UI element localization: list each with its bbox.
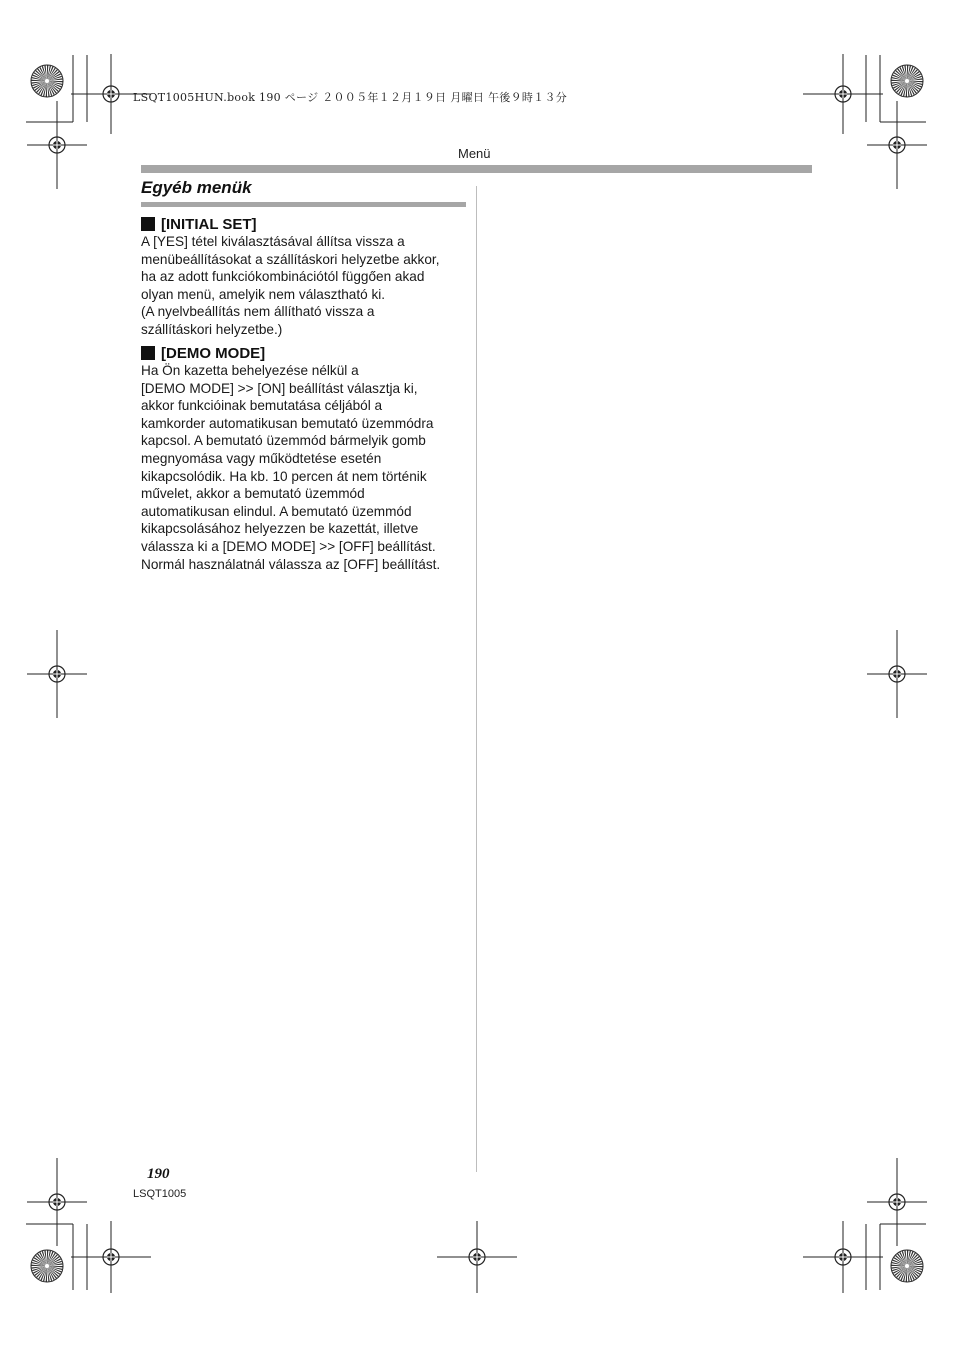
body-line: menübeállításokat a szállításkori helyzetbe akkor, <box>141 251 440 267</box>
color-registration-starburst-icon <box>891 65 923 97</box>
body-line: kamkorder automatikusan bemutató üzemmódra <box>141 415 434 431</box>
registration-crosshair-icon <box>437 1221 517 1293</box>
registration-crosshair-icon <box>27 101 87 189</box>
registration-crosshair-icon <box>803 1221 883 1293</box>
color-registration-starburst-icon <box>31 65 63 97</box>
top-rule <box>141 165 812 173</box>
registration-crosshair-icon <box>867 630 927 718</box>
body-line: művelet, akkor a bemutató üzemmód <box>141 486 365 502</box>
registration-crosshair-icon <box>867 1158 927 1246</box>
demo-mode-heading-text: [DEMO MODE] <box>161 344 266 362</box>
body-line: ha az adott funkciókombinációtól függően akad <box>141 269 425 285</box>
body-line: (A nyelvbeállítás nem állítható vissza a <box>141 304 375 320</box>
body-line: kikapcsolódik. Ha kb. 10 percen át nem történik <box>141 468 427 484</box>
section-rule <box>141 202 466 207</box>
body-line: kikapcsolásához helyezzen be kazettát, illetve <box>141 521 419 537</box>
section-title: Egyéb menük <box>141 178 252 197</box>
doc-code: LSQT1005 <box>133 1188 187 1200</box>
body-line: A [YES] tétel kiválasztásával állítsa vissza a <box>141 234 405 249</box>
registration-crosshair-icon <box>27 630 87 718</box>
demo-mode-heading <box>141 344 471 362</box>
registration-crosshair-icon <box>867 101 927 189</box>
body-line: [DEMO MODE] >> [ON] beállítást választja ki, <box>141 380 418 396</box>
initial-set-heading-text: [INITIAL SET] <box>161 215 257 233</box>
color-registration-starburst-icon <box>31 1250 63 1282</box>
body-line: Normál használatnál válassza az [OFF] beállítást. <box>141 556 441 572</box>
page-number: 190 <box>147 1166 170 1182</box>
body-line: válassza ki a [DEMO MODE] >> [OFF] beállítást. <box>141 538 436 554</box>
body-line: akkor funkcióinak bemutatása céljából a <box>141 398 383 414</box>
demo-mode-block <box>141 344 471 573</box>
body-line: automatikusan elindul. A bemutató üzemmód <box>141 503 412 519</box>
running-head: Menü <box>458 146 491 161</box>
initial-set-block <box>141 215 471 339</box>
color-registration-starburst-icon <box>891 1250 923 1282</box>
registration-crosshair-icon <box>803 54 883 134</box>
body-line: olyan menü, amelyik nem választható ki. <box>141 286 386 302</box>
file-header: LSQT1005HUN.book 190 ページ ２００５年１２月１９日 月曜日 午後９時１３分 <box>133 91 568 104</box>
registration-crosshair-icon <box>71 1221 151 1293</box>
registration-crosshair-icon <box>27 1158 87 1246</box>
body-line: megnyomása vagy működtetése esetén <box>141 450 382 466</box>
body-line: Ha Ön kazetta behelyezése nélkül a <box>141 363 359 378</box>
bullet-square-icon <box>141 346 155 360</box>
column-divider <box>476 186 477 1172</box>
initial-set-heading <box>141 215 471 233</box>
body-line: kapcsol. A bemutató üzemmód bármelyik gomb <box>141 433 426 449</box>
bullet-square-icon <box>141 217 155 231</box>
body-line: szállításkori helyzetbe.) <box>141 321 283 337</box>
